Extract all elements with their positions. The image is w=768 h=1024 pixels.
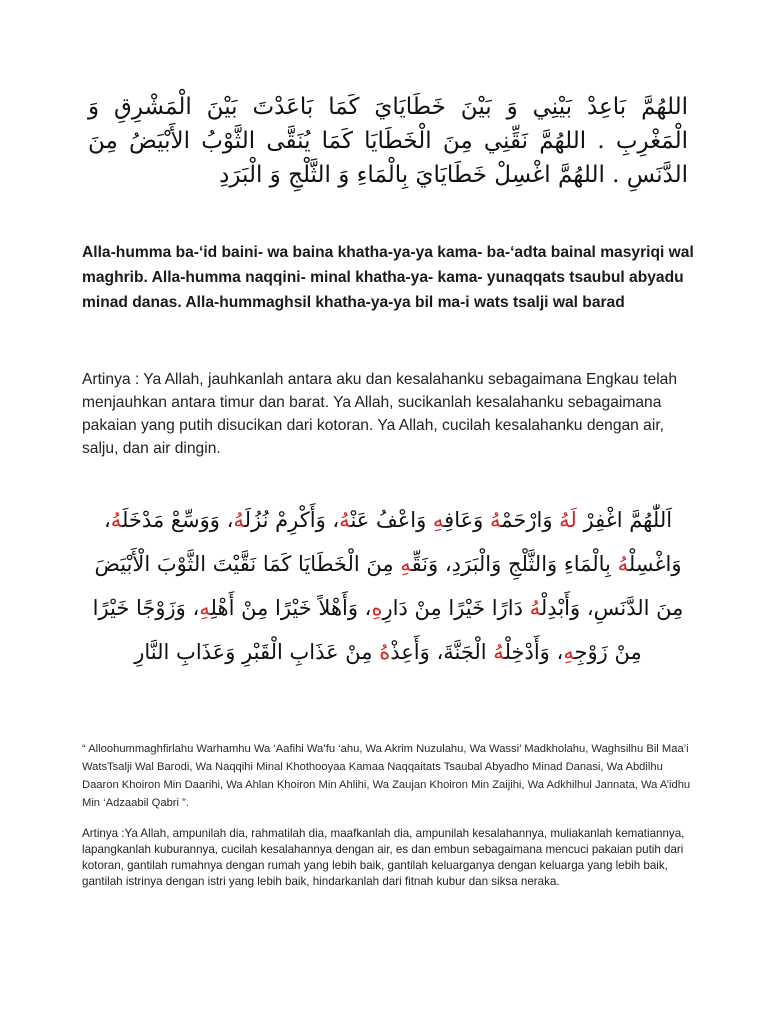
arabic-segment: ، وَأَهْلاً خَيْرًا مِنْ أَهْلِ (210, 596, 372, 620)
arabic-segment: اَللّٰهُمَّ اغْفِرْ (576, 508, 673, 532)
arabic-segment: بِالْمَاءِ وَالثَّلْجِ وَالْبَرَدِ، وَنَقِّ (411, 552, 618, 576)
arabic-segment: الْجَنَّةَ، وَأَعِذْ (390, 640, 494, 664)
arabic-segment-highlight: هِ (371, 596, 383, 620)
arabic-segment-highlight: لَهُ (559, 508, 577, 532)
prayer-one-meaning: Artinya : Ya Allah, jauhkanlah antara aku dan kesalahanku sebagaimana Engkau telah menjauhkan antara timur dan barat. Ya Allah, sucikanlah kesalahanku sebagaimana pakaian yang putih disucikan dari kotoran. Ya Allah, cucilah kesalahanku dengan air, salju, dan air dingin. (82, 371, 678, 457)
arabic-segment-highlight: هِ (432, 508, 445, 532)
arabic-segment: ، وَوَسِّعْ مَدْخَلَ (121, 508, 234, 532)
arabic-segment: وَارْحَمْ (501, 508, 560, 532)
arabic-segment-highlight: هُ (339, 508, 351, 532)
arabic-segment: وَعَافِ (444, 508, 490, 532)
arabic-segment-highlight: هُ (233, 508, 245, 532)
arabic-segment-highlight: هُ (529, 596, 541, 620)
arabic-segment-highlight: هُ (617, 552, 629, 576)
arabic-segment-highlight: هِ (400, 552, 412, 576)
arabic-segment-highlight: هِ (563, 640, 575, 664)
prayer-two-arabic-text (82, 498, 694, 674)
prayer-two-transliteration: “ Alloohummaghfirlahu Warhamhu Wa ‘Aafihi Wa’fu ‘ahu, Wa Akrim Nuzulahu, Wa Wassi’ Madkholahu, Waghsilhu Bil Maa’i WatsTsalji Wal Barodi, Wa Naqqihi Minal Khothooyaa Kamaa Naqqaitats Tsaubal Abyadho Minad Danasi, Wa Abdilhu Daaron Khoiron Min Daarihi, Wa Ahlan Khoiron Min Ahlihi, Wa Zaujan Khoiron Min Zaijihi, Wa Adkhilhul Jannata, Wa A’idhu Min ‘Adzaabil Qabri ”. (82, 743, 691, 809)
arabic-segment: ، وَأَدْخِلْ (504, 640, 564, 664)
arabic-segment-highlight: هُ (489, 508, 502, 532)
arabic-segment: ، وَأَكْرِمْ نُزُلَ (244, 508, 340, 532)
arabic-segment: مِنْ عَذَابِ الْقَبْرِ وَعَذَابِ النَّارِ (134, 640, 380, 664)
arabic-segment: وَاعْفُ عَنْ (350, 508, 433, 532)
prayer-one-transliteration: Alla-humma ba-‘id baini- wa baina khatha-ya-ya kama- ba-‘adta bainal masyriqi wal maghrib. Alla-humma naqqini- minal khatha-ya- kama- yunaqqats tsaubul abyadu minad danas. Alla-hummaghsil khatha-ya-ya bil ma-i wats tsalji wal barad (82, 244, 694, 311)
arabic-segment: دَارًا خَيْرًا مِنْ دَارِ (382, 596, 530, 620)
prayer-two-meaning: Artinya :Ya Allah, ampunilah dia, rahmatilah dia, maafkanlah dia, ampunilah kesalahannya, muliakanlah kematiannya, lapangkanlah kuburannya, cucilah kesalahannya dengan air, es dan embun sebagaimana mencuci pakaian putih dari kotoran, gantilah rumahnya dengan rumah yang lebih baik, gantilah keluarganya dengan keluarga yang lebih baik, gantilah istrinya dengan istri yang lebih baik, hindarkanlah dari fitnah kubur dan siksa neraka. (82, 827, 685, 888)
arabic-segment: ، وَزَوْجًا خَيْرًا مِنْ زَوْجِ (92, 596, 642, 664)
arabic-segment: مِنَ الْخَطَايَا كَمَا نَقَّيْتَ الثَّوْبَ الْأَبْيَضَ مِنَ الدَّنَسِ، وَأَبْدِلْ (94, 552, 684, 620)
arabic-segment-highlight: هِ (199, 596, 211, 620)
arabic-segment: ، وَاغْسِلْ (103, 508, 682, 576)
arabic-segment-highlight: هُ (493, 640, 505, 664)
arabic-segment-highlight: هُ (379, 640, 391, 664)
arabic-segment-highlight: هُ (110, 508, 122, 532)
prayer-one-arabic-text: اللهُمَّ بَاعِدْ بَيْنِي وَ بَيْنَ خَطَايَايَ كَمَا بَاعَدْتَ بَيْنَ الْمَشْرِقِ وَ الْمَغْرِبِ . اللهُمَّ نَقِّنِي مِنَ الْخَطَايَا كَمَا يُنَقَّى الثَّوْبُ الأَبْيَضُ مِنَ الدَّنَسِ . اللهُمَّ اغْسِلْ خَطَايَايَ بِالْمَاءِ وَ الثَّلْجِ وَ الْبَرَدِ (88, 94, 688, 188)
